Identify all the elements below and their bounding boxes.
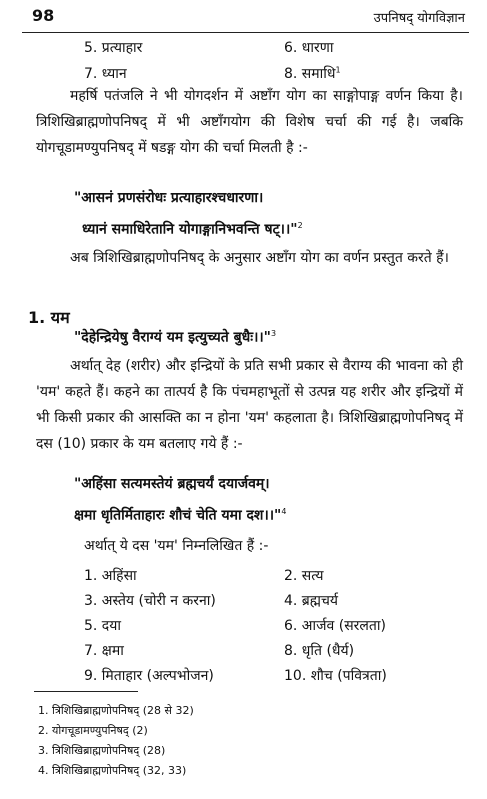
list-item [84, 666, 464, 690]
list-item [84, 38, 464, 62]
footnote-marker: 2 [297, 221, 303, 230]
list-item [84, 616, 464, 640]
verse-line: "अहिंसा सत्यमस्तेयं ब्रह्मचर्यं दयार्जवम्। [74, 476, 270, 492]
paragraph-yama-explanation: अर्थात् देह (शरीर) और इन्द्रियों के प्रति सभी प्रकार से वैराग्य की भावना को ही 'यम' कहते हैं। कहने का तात्पर्य है कि पंचमहाभूतों से उत्पन्न यह शरीर और इन्द्रियों में भी किसी प्रकार की आसक्ति का न होना 'यम' कहलाता है। त्रिशिखिब्राह्मणोपनिषद् में दस (10) प्रकार के यम बतलाए गये हैं :- [36, 358, 463, 452]
page-header [22, 6, 469, 30]
list-item-right: 10. शौच (पवित्रता) [284, 668, 387, 684]
footnote-rule [34, 691, 138, 692]
list-item-right: 6. धारणा [284, 40, 334, 56]
section-number: 1. [28, 308, 46, 327]
footnote-marker: 3 [270, 329, 277, 338]
footnote: 4. त्रिशिखिब्राह्मणोपनिषद् (32, 33) [38, 764, 187, 777]
list-item-left: 1. अहिंसा [84, 568, 137, 584]
list-item-left: 7. ध्यान [84, 66, 127, 82]
verse-line [74, 498, 461, 530]
paragraph-trishikhi-intro: अब त्रिशिखिब्राह्मणोपनिषद् के अनुसार अष्टाँग योग का वर्णन प्रस्तुत करते हैं। [70, 250, 449, 266]
list-item-left: 7. क्षमा [84, 643, 124, 659]
header-rule [22, 32, 469, 33]
footnote: 2. योगचूडामण्युपनिषद् (2) [38, 724, 148, 737]
list-item-right: 2. सत्य [284, 568, 324, 584]
running-title: उपनिषद् योगविज्ञान [373, 11, 465, 26]
verse-line-text: "देहेन्द्रियेषु वैराग्यं यम इत्युच्यते बुधैः।।" [74, 329, 271, 346]
paragraph-ashtanga-intro: महर्षि पतंजलि ने भी योगदर्शन में अष्टाँग योग का साङ्गोपाङ्ग वर्णन किया है। त्रिशिखिब्राह्मणोपनिषद् में भी अष्टाँगयोग की विशेष चर्चा की गई है। जबकि योगचूडामण्युपनिषद् में षडङ्ग योग की चर्चा मिलती है :- [36, 88, 463, 156]
section-title: यम [50, 308, 70, 327]
verse-line-text: क्षमा धृतिर्मिताहारः शौचं चेति यमा दश।।" [74, 507, 282, 524]
verse-line: "आसनं प्रणसंरोधः प्रत्याहारश्चधारणा। [74, 190, 264, 206]
verse-line [74, 320, 461, 352]
section-heading-yama [28, 306, 70, 328]
list-item-left: 5. दया [84, 618, 121, 634]
footnote: 3. त्रिशिखिब्राह्मणोपनिषद् (28) [38, 744, 166, 757]
verse-yama-definition [74, 320, 461, 352]
list-item-right: 6. आर्जव (सरलता) [284, 618, 386, 634]
list-item-left: 5. प्रत्याहार [84, 40, 143, 56]
list-item-right-text: 8. समाधि [284, 66, 336, 82]
verse-line [74, 212, 461, 244]
list-item-left: 9. मिताहार (अल्पभोजन) [84, 668, 214, 684]
list-item [84, 566, 464, 590]
verse-line-text: ध्यानं समाधिरेतानि योगाङ्गानिभवन्ति षट्।।" [82, 221, 298, 238]
list-intro: अर्थात् ये दस 'यम' निम्नलिखित हैं :- [84, 538, 269, 554]
verse-ten-yamas [74, 470, 461, 530]
list-item-right: 8. धृति (धैर्य) [284, 643, 355, 659]
list-item-right [284, 64, 341, 83]
footnote: 1. त्रिशिखिब्राह्मणोपनिषद् (28 से 32) [38, 704, 194, 717]
footnote-marker: 1 [335, 65, 341, 75]
list-item [84, 641, 464, 665]
footnote-marker: 4 [281, 507, 287, 516]
list-item-right: 4. ब्रह्मचर्य [284, 593, 339, 609]
list-item [84, 591, 464, 615]
verse-shadanga [74, 184, 461, 244]
list-item-left: 3. अस्तेय (चोरी न करना) [84, 593, 216, 609]
page-number: 98 [32, 6, 55, 25]
